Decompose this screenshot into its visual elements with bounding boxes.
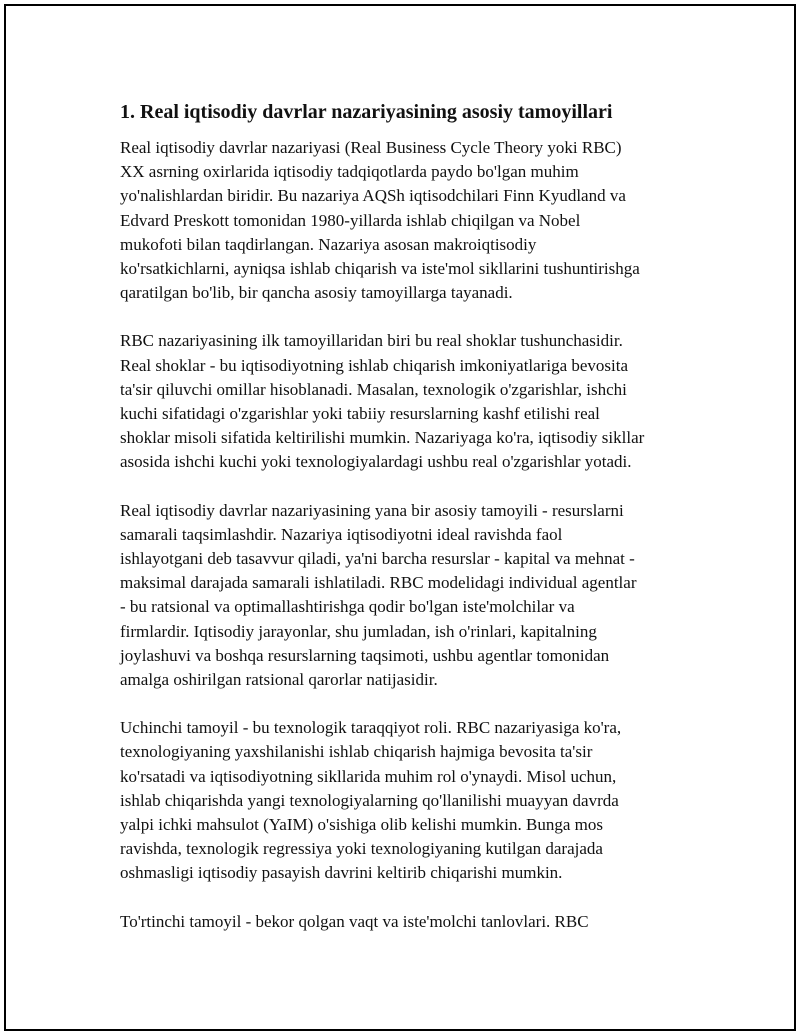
text-line: yo'nalishlardan biridir. Bu nazariya AQSh iqtisodchilari Finn Kyudland va [120,186,626,206]
paragraph [120,136,702,305]
text-line: ko'rsatadi va iqtisodiyotning sikllarida muhim rol o'ynaydi. Misol uchun, [120,766,617,786]
text-line: Real iqtisodiy davrlar nazariyasining yana bir asosiy tamoyili - resurslarni [120,500,624,520]
text-line: ko'rsatkichlarni, ayniqsa ishlab chiqarish va iste'mol sikllarini tushuntirishga [120,259,640,279]
text-line: RBC nazariyasining ilk tamoyillaridan biri bu real shoklar tushunchasidir. [120,331,623,351]
paragraph-list [120,136,702,934]
page-frame [4,4,796,1031]
paragraph [120,716,702,885]
text-line: mukofoti bilan taqdirlangan. Nazariya asosan makroiqtisodiy [120,234,537,254]
text-line: joylashuvi va boshqa resurslarning taqsimoti, ushbu agentlar tomonidan [120,645,610,665]
paragraph [120,499,702,693]
text-line: shoklar misoli sifatida keltirilishi mumkin. Nazariyaga ko'ra, iqtisodiy sikllar [120,428,645,448]
text-line: amalga oshirilgan ratsional qarorlar natijasidir. [120,670,438,690]
document-body [120,98,702,958]
text-line: yalpi ichki mahsulot (YaIM) o'sishiga olib kelishi mumkin. Bunga mos [120,815,603,835]
text-line: - bu ratsional va optimallashtirishga qodir bo'lgan iste'molchilar va [120,597,575,617]
text-line: Edvard Preskott tomonidan 1980-yillarda ishlab chiqilgan va Nobel [120,210,581,230]
section-heading: 1. Real iqtisodiy davrlar nazariyasining asosiy tamoyillari [120,101,613,123]
text-line: To'rtinchi tamoyil - bekor qolgan vaqt va iste'molchi tanlovlari. RBC [120,911,589,931]
text-line: Real iqtisodiy davrlar nazariyasi (Real Business Cycle Theory yoki RBC) [120,138,622,157]
paragraph [120,910,702,934]
text-line: maksimal darajada samarali ishlatiladi. RBC modelidagi individual agentlar [120,573,637,593]
text-line: samarali taqsimlashdir. Nazariya iqtisodiyotni ideal ravishda faol [120,524,563,544]
text-line: Uchinchi tamoyil - bu texnologik taraqqiyot roli. RBC nazariyasiga ko'ra, [120,718,622,738]
text-line: firmlardir. Iqtisodiy jarayonlar, shu jumladan, ish o'rinlari, kapitalning [120,621,597,641]
text-line: asosida ishchi kuchi yoki texnologiyalardagi ushbu real o'zgarishlar yotadi. [120,452,632,472]
text-line: ta'sir qiluvchi omillar hisoblanadi. Masalan, texnologik o'zgarishlar, ishchi [120,379,627,399]
text-line: ravishda, texnologik regressiya yoki texnologiyaning kutilgan darajada [120,839,603,859]
text-line: XX asrning oxirlarida iqtisodiy tadqiqotlarda paydo bo'lgan muhim [120,162,579,182]
text-line: oshmasligi iqtisodiy pasayish davrini keltirib chiqarishi mumkin. [120,863,563,883]
text-line: texnologiyaning yaxshilanishi ishlab chiqarish hajmiga bevosita ta'sir [120,742,593,762]
text-line: kuchi sifatidagi o'zgarishlar yoki tabiiy resurslarning kashf etilishi real [120,404,600,424]
text-line: ishlab chiqarishda yangi texnologiyalarning qo'llanilishi muayyan davrda [120,790,619,810]
text-line: ishlayotgani deb tasavvur qiladi, ya'ni barcha resurslar - kapital va mehnat - [120,549,635,569]
text-line: Real shoklar - bu iqtisodiyotning ishlab chiqarish imkoniyatlariga bevosita [120,355,629,375]
text-line: qaratilgan bo'lib, bir qancha asosiy tamoyillarga tayanadi. [120,283,513,303]
paragraph [120,329,702,474]
